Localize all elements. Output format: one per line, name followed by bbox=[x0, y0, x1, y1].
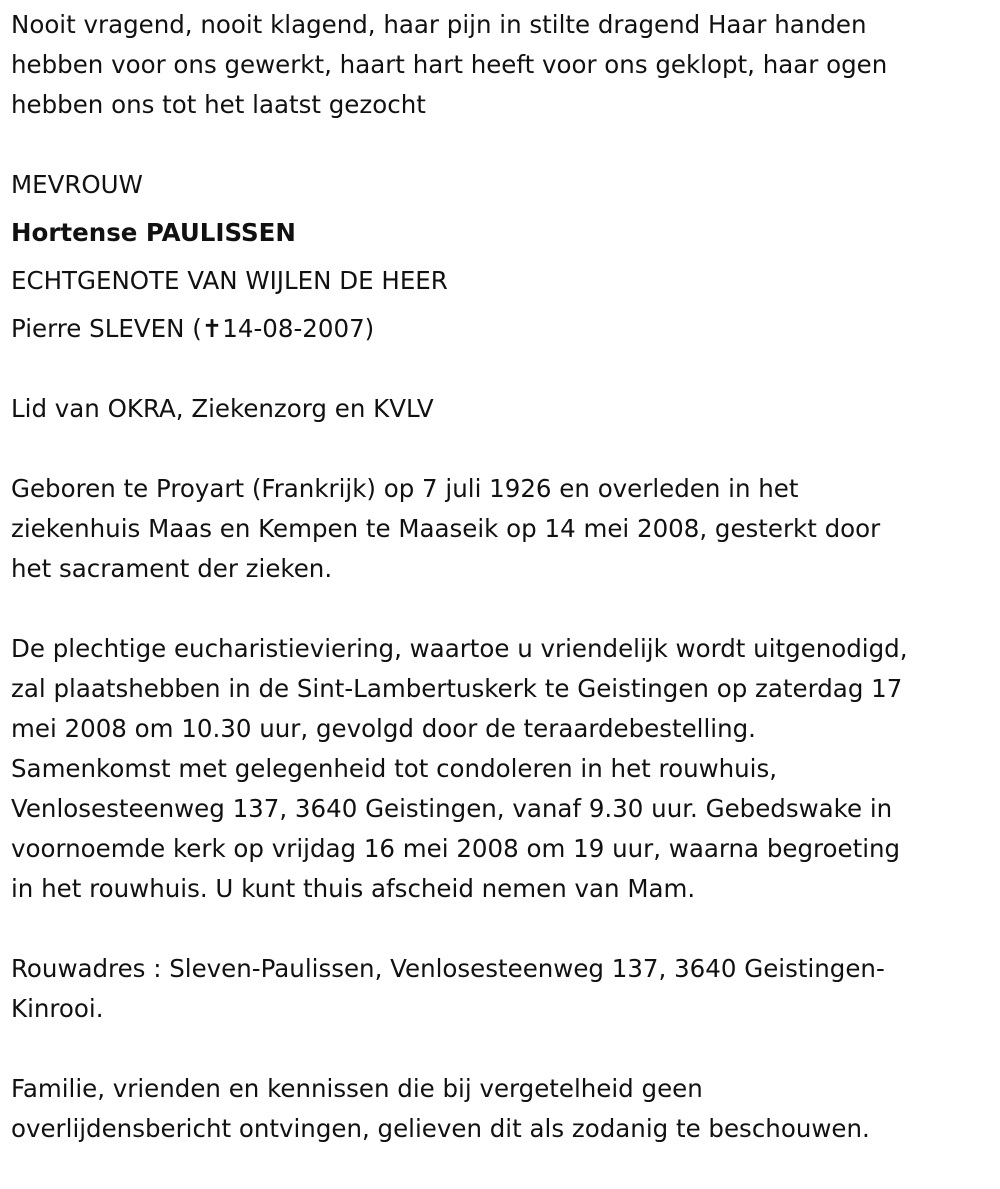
text-line: Nooit vragend, nooit klagend, haar pijn in stilte dragend Haar handen bbox=[11, 10, 867, 39]
text-line: Kinrooi. bbox=[11, 994, 104, 1023]
text-line: Lid van OKRA, Ziekenzorg en KVLV bbox=[11, 394, 434, 423]
deceased-name: Hortense PAULISSEN bbox=[11, 218, 296, 247]
birth-death-paragraph bbox=[11, 469, 908, 589]
relation: ECHTGENOTE VAN WIJLEN DE HEER bbox=[11, 266, 448, 295]
text-line: Rouwadres : Sleven-Paulissen, Venlosesteenweg 137, 3640 Geistingen- bbox=[11, 954, 885, 983]
text-line: in het rouwhuis. U kunt thuis afscheid nemen van Mam. bbox=[11, 874, 696, 903]
text-line: Geboren te Proyart (Frankrijk) op 7 juli 1926 en overleden in het bbox=[11, 474, 799, 503]
text-line: hebben ons tot het laatst gezocht bbox=[11, 90, 426, 119]
text-line: zal plaatshebben in de Sint-Lambertuskerk te Geistingen op zaterdag 17 bbox=[11, 674, 903, 703]
ceremony-paragraph bbox=[11, 629, 908, 909]
text-line: De plechtige eucharistieviering, waartoe u vriendelijk wordt uitgenodigd, bbox=[11, 634, 908, 663]
text-line: overlijdensbericht ontvingen, gelieven dit als zodanig te beschouwen. bbox=[11, 1114, 870, 1143]
text-line: Samenkomst met gelegenheid tot condoleren in het rouwhuis, bbox=[11, 754, 778, 783]
closing-paragraph bbox=[11, 1069, 908, 1149]
spouse-name: Pierre SLEVEN (✝14-08-2007) bbox=[11, 314, 375, 343]
name-block bbox=[11, 165, 908, 349]
honorific: MEVROUW bbox=[11, 170, 143, 199]
text-line: hebben voor ons gewerkt, haart hart heeft voor ons geklopt, haar ogen bbox=[11, 50, 888, 79]
membership-paragraph bbox=[11, 389, 908, 429]
text-line: Familie, vrienden en kennissen die bij vergetelheid geen bbox=[11, 1074, 703, 1103]
text-line: voornoemde kerk op vrijdag 16 mei 2008 om 19 uur, waarna begroeting bbox=[11, 834, 901, 863]
text-line: Venlosesteenweg 137, 3640 Geistingen, vanaf 9.30 uur. Gebedswake in bbox=[11, 794, 893, 823]
poem-paragraph bbox=[11, 5, 908, 125]
text-line: mei 2008 om 10.30 uur, gevolgd door de teraardebestelling. bbox=[11, 714, 756, 743]
text-line: ziekenhuis Maas en Kempen te Maaseik op 14 mei 2008, gesterkt door bbox=[11, 514, 881, 543]
address-paragraph bbox=[11, 949, 908, 1029]
text-line: het sacrament der zieken. bbox=[11, 554, 333, 583]
obituary-document bbox=[11, 5, 908, 1189]
